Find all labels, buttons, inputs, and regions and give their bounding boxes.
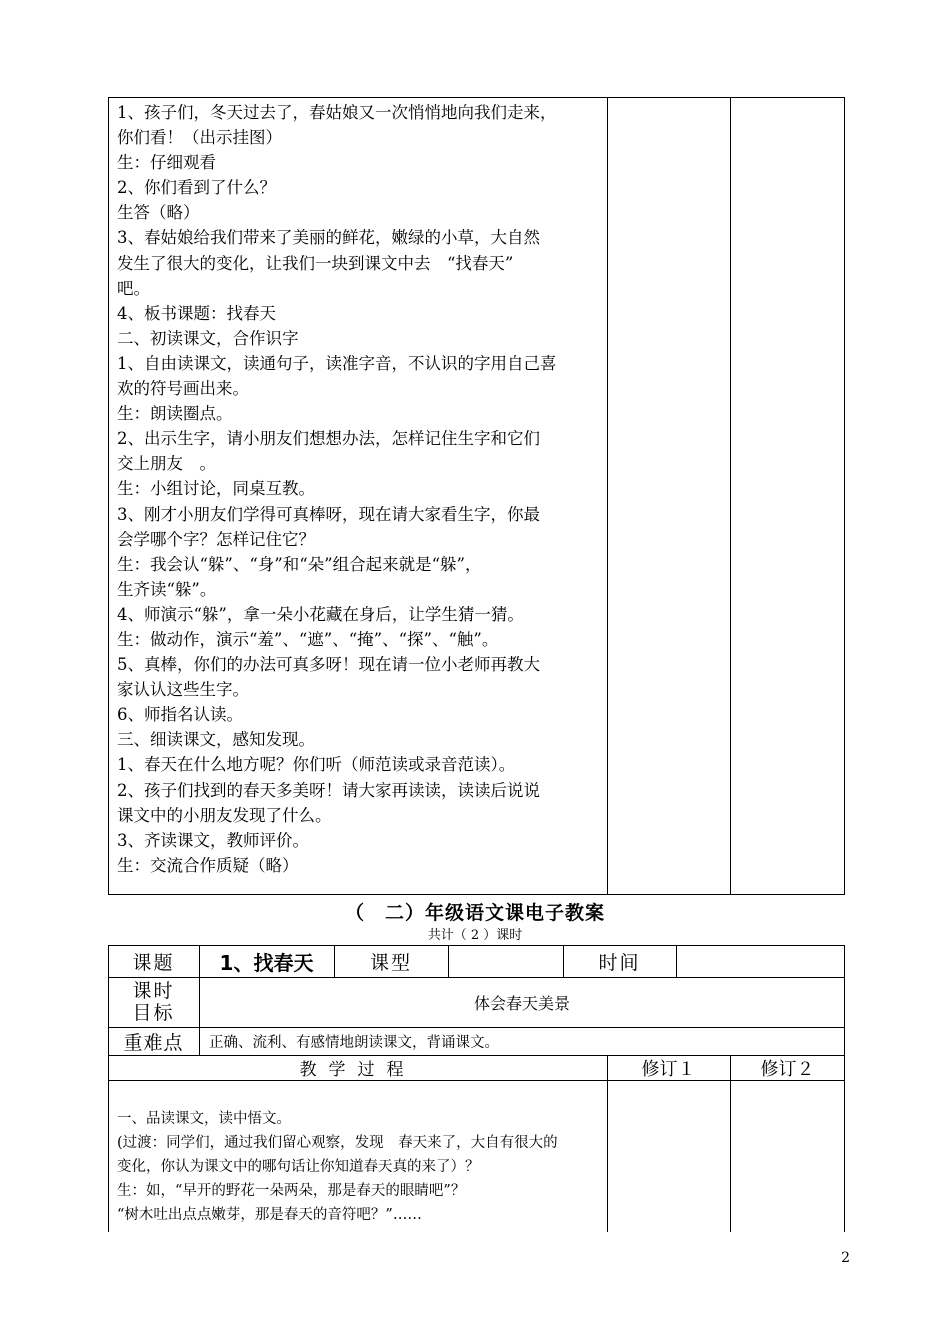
document-title: （ 二）年级语文课电子教案	[344, 902, 605, 924]
goal-label: 课时 目标	[132, 980, 175, 1024]
text-line: 变化，你认为课文中的哪句话让你知道春天真的来了）？	[117, 1159, 480, 1175]
text-line: 课文中的小朋友发现了什么。	[117, 805, 332, 825]
period-count: 共计（ 2 ）课时	[427, 928, 523, 943]
keypoint-text: 正确、流利、有感情地朗读课文，背诵课文。	[209, 1034, 499, 1051]
revision1-column	[608, 98, 731, 894]
text-line: 家认认这些生字。	[117, 680, 249, 700]
text-line: 生齐读“躲”。	[117, 579, 217, 599]
text-line: 生：仔细观看	[117, 153, 216, 173]
text-line: 5、真棒，你们的办法可真多呀！现在请一位小老师再教大	[117, 655, 540, 675]
text-line: 生答（略）	[117, 203, 200, 223]
text-line: 你们看！（出示挂图）	[117, 128, 282, 148]
text-line: 1、春天在什么地方呢？你们听（师范读或录音范读）。	[117, 755, 516, 775]
revision1-header: 修订１	[641, 1058, 696, 1080]
text-line: 三、细读课文，感知发现。	[117, 730, 315, 750]
text-line: 生：小组讨论，同桌互教。	[117, 479, 315, 499]
text-line: 交上朋友 。	[117, 454, 216, 474]
time-value	[676, 945, 845, 977]
text-line: 生：如，“早开的野花一朵两朵，那是春天的眼睛吧”？	[117, 1183, 466, 1199]
text-line: 3、刚才小朋友们学得可真棒呀，现在请大家看生字，你最	[117, 504, 540, 524]
text-line: 会学哪个字？怎样记住它？	[117, 529, 315, 549]
text-line: 生：交流合作质疑（略）	[117, 855, 299, 875]
type-value	[448, 945, 563, 977]
text-line: (过渡：同学们，通过我们留心观察，发现 春天来了，大自有很大的	[117, 1135, 558, 1151]
text-line: 1、孩子们，冬天过去了，春姑娘又一次悄悄地向我们走来，	[117, 103, 557, 122]
text-line: 1、自由读课文，读通句子，读准字音，不认识的字用自己喜	[117, 353, 557, 373]
text-line: 生：我会认“躲”、“身”和“朵”组合起来就是“躲”，	[117, 554, 482, 574]
revision2-header: 修订２	[760, 1058, 815, 1080]
process-text-next	[117, 1107, 607, 1227]
goal-text: 体会春天美景	[473, 993, 570, 1013]
page-number: 2	[841, 1250, 850, 1266]
text-line: 生：做动作，演示“羞”、“遮”、“掩”、“探”、“触”。	[117, 629, 499, 649]
topic-label: 课题	[132, 951, 175, 974]
text-line: 吧。	[117, 278, 150, 298]
text-line: 4、师演示“躲”，拿一朵小花藏在身后，让学生猜一猜。	[117, 604, 524, 624]
text-line: 生：朗读圈点。	[117, 404, 233, 424]
text-line: 2、孩子们找到的春天多美呀！请大家再读读，读读后说说	[117, 780, 540, 800]
time-label: 时间	[598, 951, 641, 974]
text-line: 2、你们看到了什么？	[117, 178, 276, 198]
text-line: “树木吐出点点嫩芽，那是春天的音符吧？”……	[117, 1207, 422, 1223]
process-text	[117, 100, 607, 878]
text-line: 6、师指名认读。	[117, 705, 243, 725]
type-label: 课型	[369, 951, 412, 974]
lesson-content-table-continued	[108, 97, 845, 895]
text-line: 一、品读课文，读中悟文。	[117, 1111, 291, 1127]
topic-value: 1、找春天	[219, 950, 314, 975]
text-line: 4、板书课题：找春天	[117, 303, 276, 323]
text-line: 3、齐读课文，教师评价。	[117, 830, 309, 850]
text-line: 欢的符号画出来。	[117, 379, 249, 399]
text-line: 3、春姑娘给我们带来了美丽的鲜花，嫩绿的小草，大自然	[117, 228, 540, 248]
process-header: 教学过程	[299, 1060, 416, 1080]
text-line: 二、初读课文，合作识字	[117, 328, 299, 348]
text-line: 发生了很大的变化，让我们一块到课文中去 “找春天”	[117, 253, 514, 273]
text-line: 2、出示生字，请小朋友们想想办法，怎样记住生字和它们	[117, 429, 540, 449]
keypoint-label: 重难点	[123, 1031, 184, 1054]
